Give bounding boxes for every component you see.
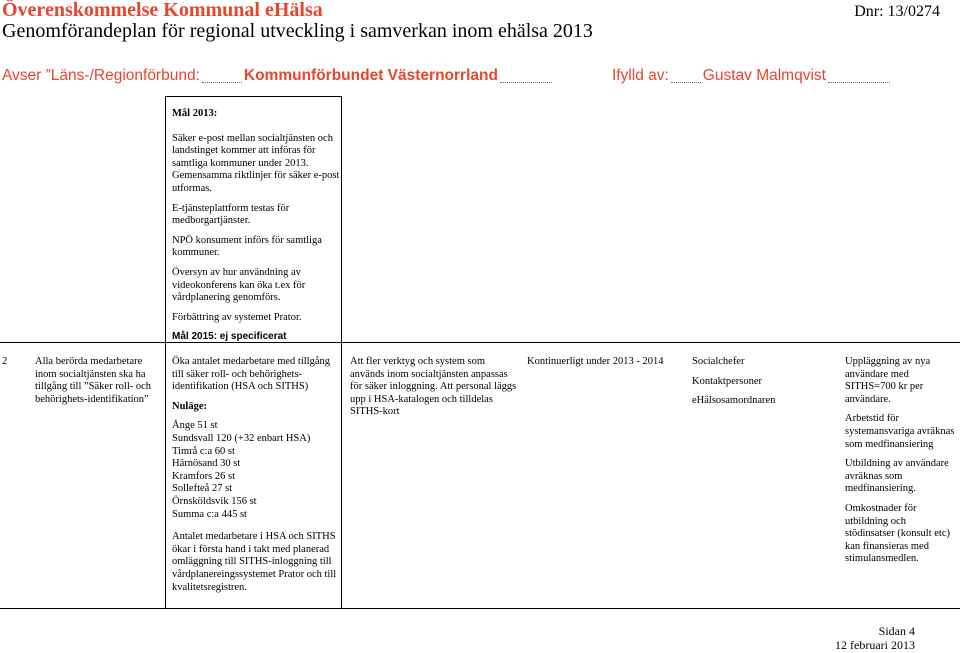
status-line: Sundsvall 120 (+32 enbart HSA) — [172, 432, 311, 444]
row-goal: Alla berörda medarbetare inom socialtjänsten ska ha tillgång till ”Säker roll- och behörighets-identifikation” — [35, 356, 152, 405]
ifylld-value: Gustav Malmqvist — [702, 67, 826, 84]
goal-2013-item: NPÖ konsument införs för samtliga kommuner. — [172, 234, 322, 259]
row-number: 2 — [2, 356, 8, 367]
activity-outro: Antalet medarbetare i HSA och SITHS ökar i första hand i takt med planerad omläggning till SITHS-inloggning till vårdplanereingssystemet Prator och till kvalitetsregistren. — [172, 531, 337, 593]
resource-item: Arbetstid för systemansvariga avräknas som medfinansiering — [845, 413, 955, 450]
table-row-divider — [0, 342, 960, 343]
row-result: Att fler verktyg och system som används inom socialtjänsten anpassas för säker inloggning. Att personal läggs upp i HSA-katalogen och tilldelas SITHS-kort — [350, 356, 517, 418]
document-title: Genomförandeplan för regional utveckling i samverkan inom ehälsa 2013 — [2, 20, 593, 42]
document-date: 12 februari 2013 — [835, 638, 915, 652]
dotted-leader — [500, 81, 552, 83]
goal-2013-item: Säker e-post mellan socialtjänsten och landstinget kommer att införas för samtliga kommuner under 2013. Gemensamma riktlinjer för säker e-post utformas. — [172, 132, 340, 194]
table-col-divider — [165, 96, 166, 608]
row-timeframe: Kontinuerligt under 2013 - 2014 — [527, 356, 664, 367]
status-line: Örnsköldsvik 156 st — [172, 495, 257, 507]
status-line: Kramfors 26 st — [172, 470, 235, 482]
goal-2013-item: Förbättring av systemet Prator. — [172, 311, 302, 323]
status-list — [172, 420, 340, 521]
resource-item: Omkostnader för utbildning och stödinsatser (konsult etc) kan finansieras med stimulansmedlen. — [845, 502, 950, 565]
meta-line — [2, 67, 892, 87]
avser-label: Avser ”Läns-/Regionförbund: — [2, 67, 200, 84]
document-org-title: Överenskommelse Kommunal eHälsa — [2, 0, 323, 21]
status-line: Summa c:a 445 st — [172, 508, 247, 520]
dotted-leader — [828, 81, 890, 83]
table-col-divider — [341, 96, 342, 608]
dotted-leader — [202, 81, 242, 83]
status-line: Härnösand 30 st — [172, 458, 241, 470]
activity-intro: Öka antalet medarbetare med tillgång till säker roll- och behörighets-identifikation (HSA och SITHS) — [172, 356, 331, 393]
table-border-bottom — [0, 608, 960, 609]
status-line: Sollefteå 27 st — [172, 483, 233, 495]
table-border-top — [165, 96, 341, 97]
page-number: Sidan 4 — [878, 624, 915, 638]
responsible-item: Kontaktpersoner — [692, 375, 762, 387]
resource-item: Utbildning av användare avräknas som medfinansiering. — [845, 458, 949, 495]
goal-2015-label: Mål 2015: ej specificerat — [172, 331, 287, 343]
responsible-item: Socialchefer — [692, 356, 745, 367]
responsible-item: eHälsosamordnaren — [692, 395, 776, 407]
resource-item: Uppläggning av nya användare med SITHS=700 kr per användare. — [845, 356, 931, 405]
goal-2013-title: Mål 2013: — [172, 108, 218, 119]
row-responsible-cell — [692, 356, 832, 415]
row-activity-cell — [172, 356, 340, 601]
goal-2013-cell — [172, 108, 340, 351]
status-label: Nuläge: — [172, 400, 207, 412]
status-line: Ånge 51 st — [172, 420, 218, 432]
document-number: Dnr: 13/0274 — [854, 3, 940, 20]
dotted-leader — [671, 81, 701, 83]
row-resources-cell — [845, 356, 955, 573]
ifylld-label: Ifylld av: — [611, 67, 669, 84]
avser-value: Kommunförbundet Västernorrland — [243, 67, 498, 84]
status-line: Timrå c:a 60 st — [172, 445, 235, 457]
goal-2013-item: Översyn av hur användning av videokonferens kan öka t.ex för vårdplanering genomförs. — [172, 266, 306, 304]
goal-2013-item: E-tjänsteplattform testas för medborgartjänster. — [172, 202, 290, 227]
